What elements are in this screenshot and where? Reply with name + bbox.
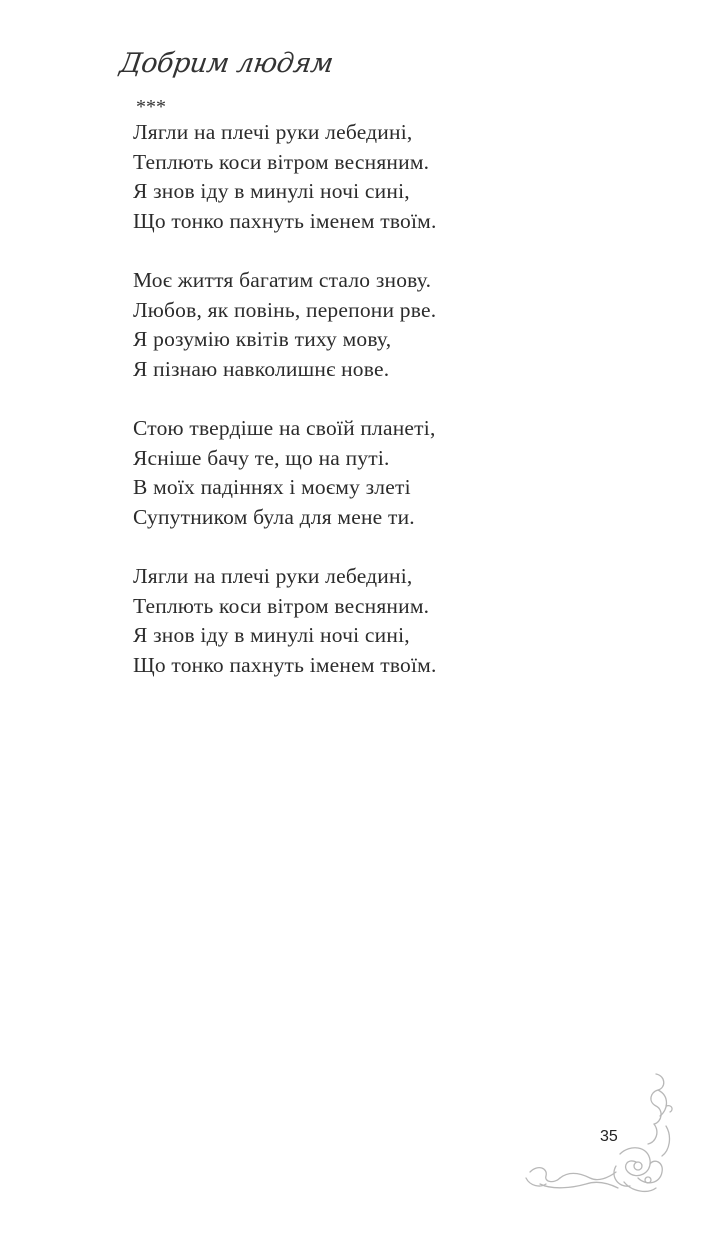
poem-line: Супутником була для мене ти. <box>133 504 415 529</box>
poem-line: Я пізнаю навколишнє нове. <box>133 356 390 381</box>
poem-line: Що тонко пахнуть іменем твоїм. <box>133 652 437 677</box>
running-header-title: Добрим людям <box>117 48 335 79</box>
poem-line: Любов, як повінь, перепони рве. <box>133 297 437 322</box>
poem-line: Я розумію квітів тиху мову, <box>133 327 392 351</box>
stanza-2 <box>133 266 573 384</box>
stanza-4 <box>133 562 573 680</box>
poem-line: Лягли на плечі руки лебедині, <box>133 120 413 144</box>
stanza-3 <box>133 414 573 532</box>
poem-line: Лягли на плечі руки лебедині, <box>133 564 413 588</box>
poem-line: Теплють коси вітром весняним. <box>133 593 430 618</box>
poem-line: В моїх падіннях і моєму злеті <box>133 475 411 499</box>
poem-line: Ясніше бачу те, що на путі. <box>133 445 390 470</box>
page-number: 35 <box>600 1128 618 1145</box>
poem-line: Стою твердіше на своїй планеті, <box>133 416 436 440</box>
poem <box>133 96 573 710</box>
poem-line: Моє життя багатим стало знову. <box>133 268 432 292</box>
poem-line: Теплють коси вітром весняним. <box>133 149 430 174</box>
stanza-1 <box>133 118 573 236</box>
poem-line: Що тонко пахнуть іменем твоїм. <box>133 208 437 233</box>
poem-line: Я знов іду в минулі ночі сині, <box>133 623 410 647</box>
poem-separator: *** <box>136 96 166 118</box>
poem-line: Я знов іду в минулі ночі сині, <box>133 179 410 203</box>
